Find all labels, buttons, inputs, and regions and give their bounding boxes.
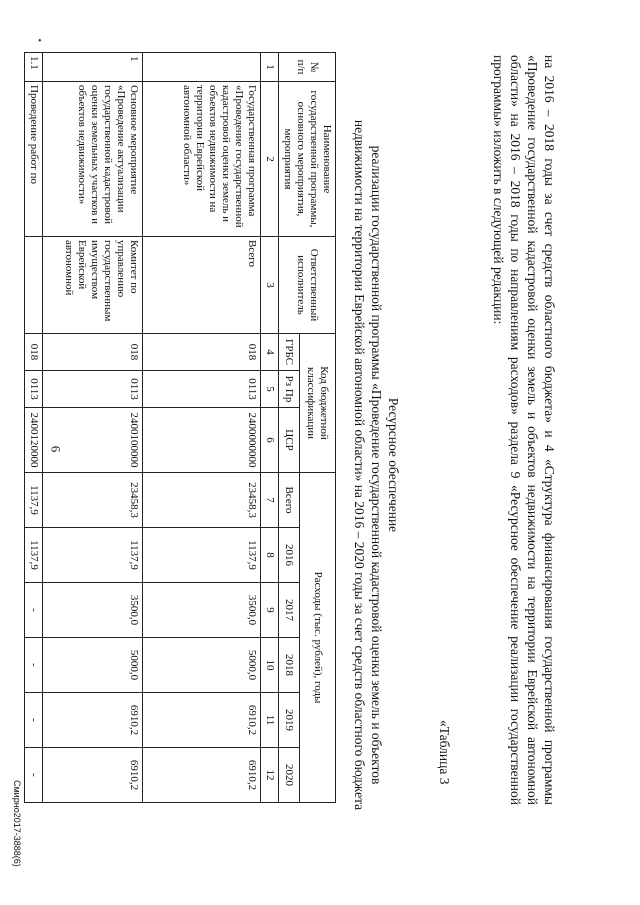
row-name: Основное мероприятие «Проведение актуализации государственной кадастровой оценки земельных участков и объектов недвижимости»: [43, 82, 143, 237]
stray-mark: •: [38, 36, 42, 47]
header-resp: Ответственный исполнитель: [279, 237, 336, 334]
header-num: № п/п: [279, 53, 336, 82]
row-2019: 6910,2: [143, 693, 261, 748]
header-csr: ЦСР: [279, 408, 300, 473]
table-row: [143, 53, 261, 803]
row-total: 23458,3: [43, 473, 143, 528]
heading-line-2: реализации государственной программы «Проведение государственной кадастровой оценки земель и объектов: [369, 145, 384, 785]
row-2020: 6910,2: [143, 748, 261, 803]
table-row: [25, 53, 43, 803]
heading-line-3: недвижимости на территории Еврейской автономной области» на 2016 – 2020 годы за счет средств областного бюджета: [352, 119, 367, 811]
row-csr: 2400000000: [143, 408, 261, 473]
table-index-row: [261, 53, 279, 803]
index-cell: 2: [261, 82, 279, 237]
index-cell: 11: [261, 693, 279, 748]
index-cell: 4: [261, 334, 279, 371]
row-2016: 1137,9: [25, 528, 43, 583]
row-2020: -: [25, 748, 43, 803]
row-grbs: 018: [25, 334, 43, 371]
header-rzpr: Рз Пр: [279, 371, 300, 408]
row-2016: 1137,9: [43, 528, 143, 583]
row-rzpr: 0113: [43, 371, 143, 408]
row-2017: -: [25, 583, 43, 638]
row-num: [143, 53, 261, 82]
footer-document-code: Смирно2017-3888(6): [12, 780, 22, 867]
row-rzpr: 0113: [143, 371, 261, 408]
header-2020: 2020: [279, 748, 300, 803]
header-total: Всего: [279, 473, 300, 528]
row-2020: 6910,2: [43, 748, 143, 803]
row-csr: 2400100000: [43, 408, 143, 473]
row-2019: -: [25, 693, 43, 748]
row-grbs: 018: [143, 334, 261, 371]
table-row: [43, 53, 143, 803]
row-rzpr: 0113: [25, 371, 43, 408]
index-cell: 10: [261, 638, 279, 693]
intro-paragraph: [490, 55, 558, 805]
row-name: Государственная программа «Проведение государственной кадастровой оценки земель и объектов недвижимости на территории Еврейской автономной области»: [143, 82, 261, 237]
row-name: Проведение работ по: [25, 82, 43, 237]
row-num: 1: [43, 53, 143, 82]
header-2018: 2018: [279, 638, 300, 693]
row-resp: Комитет по управлению государственным имуществом Еврейской автономной: [43, 237, 143, 334]
header-2017: 2017: [279, 583, 300, 638]
table-heading: [351, 55, 402, 875]
index-cell: 3: [261, 237, 279, 334]
row-2017: 3500,0: [143, 583, 261, 638]
row-resp: Всего: [143, 237, 261, 334]
row-2018: -: [25, 638, 43, 693]
header-2019: 2019: [279, 693, 300, 748]
index-cell: 5: [261, 371, 279, 408]
row-2018: 5000,0: [143, 638, 261, 693]
row-num: 1.1: [25, 53, 43, 82]
index-cell: 12: [261, 748, 279, 803]
index-cell: 9: [261, 583, 279, 638]
resource-table: [24, 52, 336, 803]
row-csr: 2400120000: [25, 408, 43, 473]
heading-line-1: Ресурсное обеспечение: [386, 397, 401, 533]
row-grbs: 018: [43, 334, 143, 371]
row-total: 23458,3: [143, 473, 261, 528]
header-grbs: ГРБС: [279, 334, 300, 371]
row-total: 1137,9: [25, 473, 43, 528]
index-cell: 7: [261, 473, 279, 528]
index-cell: 1: [261, 53, 279, 82]
page-number: 6: [48, 445, 64, 453]
row-2018: 5000,0: [43, 638, 143, 693]
row-2019: 6910,2: [43, 693, 143, 748]
row-2017: 3500,0: [43, 583, 143, 638]
row-2016: 1137,9: [143, 528, 261, 583]
table-header-row: [299, 53, 335, 803]
index-cell: 6: [261, 408, 279, 473]
header-name: Наименование государственной программы, основного мероприятия, мероприятия: [279, 82, 336, 237]
index-cell: 8: [261, 528, 279, 583]
intro-paragraph-text: на 2016 – 2018 годы за счет средств областного бюджета» и 4 «Структура финансирования государственной программы «Проведение государственной кадастровой оценки земель и объектов недвижимости на территории Еврейской автономной области» на 2016 – 2018 годы по направлениям расходов» раздела 9 «Ресурсное обеспечение реализации государственной программы» изложить в следующей редакции:: [491, 55, 557, 805]
header-2016: 2016: [279, 528, 300, 583]
header-code-group: Код бюджетной классификации: [299, 334, 335, 473]
row-resp: [25, 237, 43, 334]
header-expenses-group: Расходы (тыс. рублей), годы: [299, 473, 335, 803]
table-label: «Таблица 3: [437, 720, 452, 785]
